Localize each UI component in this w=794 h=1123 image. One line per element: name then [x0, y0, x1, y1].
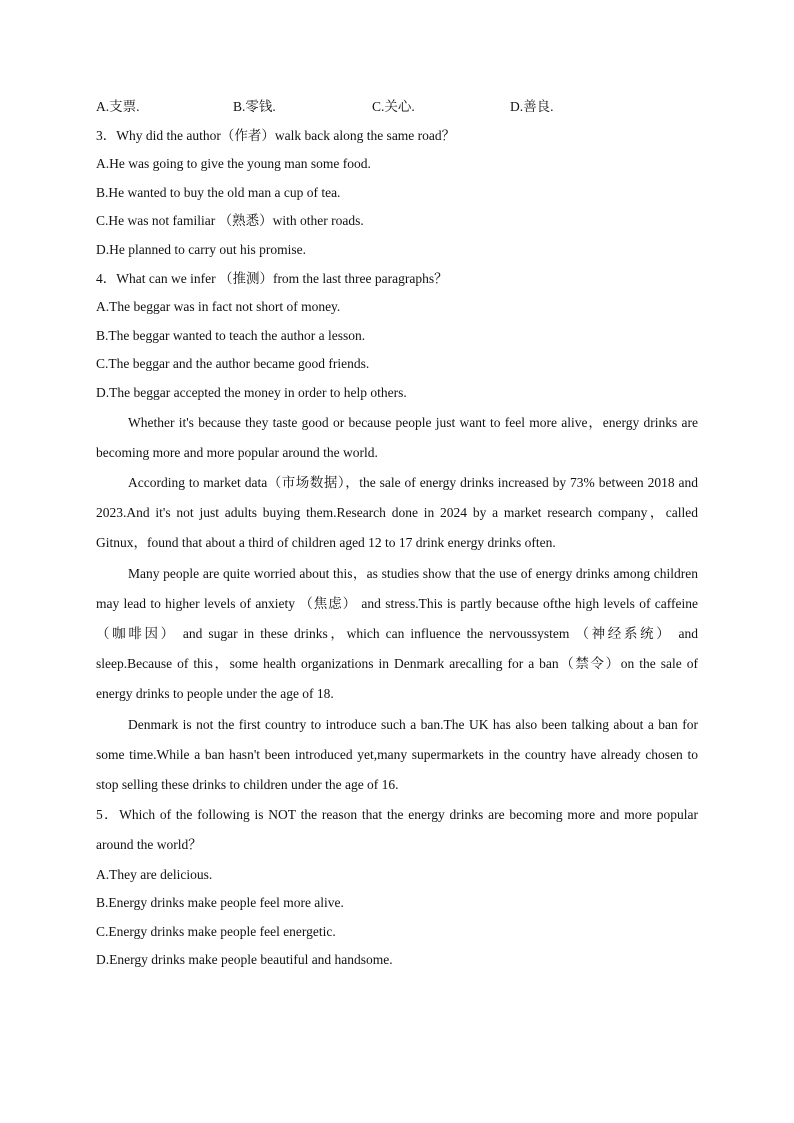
passage-paragraph: Denmark is not the first country to introduce such a ban.The UK has also been talking about a ban for some time.While a ban hasn't been introduced yet,many supermarkets in the country have already chosen to stop selling these drinks to children under the age of 16.	[96, 716, 698, 792]
option-c[interactable]: C.关心.	[372, 99, 415, 114]
option-c[interactable]: C.The beggar and the author became good friends.	[96, 356, 370, 372]
option-c[interactable]: C.Energy drinks make people feel energetic.	[96, 923, 336, 939]
option-a[interactable]: A.He was going to give the young man some food.	[96, 156, 371, 172]
worksheet-page	[96, 93, 698, 975]
question-stem: 4．What can we infer （推测）from the last three paragraphs？	[96, 270, 448, 286]
option-d[interactable]: D.善良.	[510, 99, 554, 114]
passage-paragraph: According to market data（市场数据），the sale of energy drinks increased by 73% between 2018 and 2023.And it's not just adults buying them.Research done in 2024 by a market research company，called Gitnux，found that about a third of children aged 12 to 17 drink energy drinks often.	[96, 474, 698, 551]
question-5	[96, 800, 698, 975]
question-stem: 5．Which of the following is NOT the reason that the energy drinks are becoming more and more popular around the world？	[96, 807, 698, 853]
option-d[interactable]: D.He planned to carry out his promise.	[96, 241, 306, 257]
option-b[interactable]: B.Energy drinks make people feel more alive.	[96, 895, 344, 911]
option-b[interactable]: B.He wanted to buy the old man a cup of tea.	[96, 184, 341, 200]
option-c[interactable]: C.He was not familiar （熟悉）with other roads.	[96, 213, 364, 229]
passage-paragraph: Whether it's because they taste good or because people just want to feel more alive，energy drinks are becoming more and more popular around the world.	[96, 414, 698, 460]
option-a[interactable]: A.They are delicious.	[96, 866, 213, 882]
option-d[interactable]: D.The beggar accepted the money in order to help others.	[96, 384, 407, 400]
question-stem: 3．Why did the author（作者）walk back along the same road？	[96, 127, 456, 143]
previous-question-options	[96, 93, 698, 122]
option-a[interactable]: A.The beggar was in fact not short of money.	[96, 299, 341, 315]
option-d[interactable]: D.Energy drinks make people beautiful and handsome.	[96, 952, 393, 968]
option-a[interactable]: A.支票.	[96, 99, 140, 114]
question-3	[96, 122, 698, 265]
reading-passage	[96, 408, 698, 801]
option-b[interactable]: B.The beggar wanted to teach the author a lesson.	[96, 327, 366, 343]
option-b[interactable]: B.零钱.	[233, 99, 276, 114]
question-4	[96, 265, 698, 408]
passage-paragraph: Many people are quite worried about this，as studies show that the use of energy drinks among children may lead to higher levels of anxiety （焦虑） and stress.This is partly because ofthe high levels of caffeine （咖啡因） and sugar in these drinks，which can influence the nervoussystem （神经系统） and sleep.Because of this，some health organizations in Denmark arecalling for a ban（禁令）on the sale of energy drinks to people under the age of 18.	[96, 565, 698, 702]
